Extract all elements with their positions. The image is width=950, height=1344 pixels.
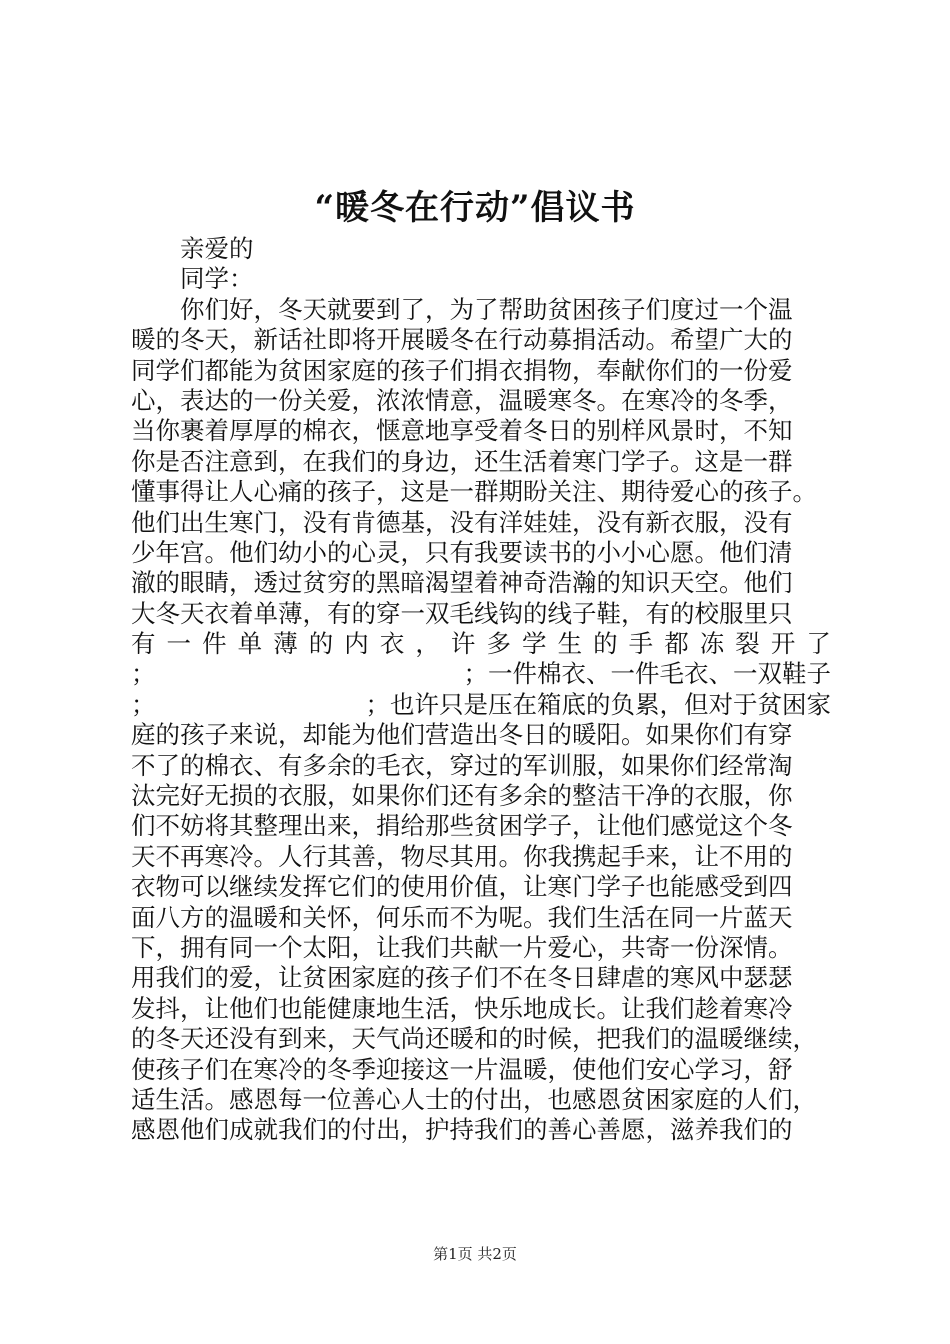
gap-line-1-right: ；一件棉衣、一件毛衣、一双鞋子 xyxy=(463,659,831,689)
spaced-char: 单 xyxy=(237,629,263,659)
paragraph-line: 下，拥有同一个太阳，让我们共献一片爱心，共寄一份深情。 xyxy=(131,932,793,962)
spaced-char: 薄 xyxy=(273,629,298,659)
paragraph-line: 发抖，让他们也能健康地生活，快乐地成长。让我们趁着寒冷 xyxy=(131,993,793,1023)
paragraph-line: 适生活。感恩每一位善心人士的付出，也感恩贫困家庭的人们， xyxy=(131,1084,817,1114)
paragraph-line: 澈的眼睛，透过贫穷的黑暗渴望着神奇浩瀚的知识天空。他们 xyxy=(131,568,793,598)
paragraph-line: 感恩他们成就我们的付出，护持我们的善心善愿，滋养我们的 xyxy=(131,1115,793,1145)
greeting-line-2: 同学： xyxy=(180,264,254,294)
paragraph-line: 不了的棉衣、有多余的毛衣，穿过的军训服，如果你们经常淘 xyxy=(131,750,793,780)
paragraph-line: 懂事得让人心痛的孩子，这是一群期盼关注、期待爱心的孩子。 xyxy=(131,477,817,507)
spaced-char: 的 xyxy=(593,629,618,659)
spaced-char: 有 xyxy=(131,629,156,659)
spaced-paragraph-line xyxy=(131,629,831,659)
paragraph-line: 使孩子们在寒冷的冬季迎接这一片温暖，使他们安心学习，舒 xyxy=(131,1054,793,1084)
paragraph-line: 衣物可以继续发挥它们的使用价值，让寒门学子也能感受到四 xyxy=(131,872,793,902)
spaced-char: 手 xyxy=(628,629,654,659)
spaced-char: 学 xyxy=(522,629,547,659)
page-footer: 第1页 共2页 xyxy=(433,1245,517,1263)
paragraph-line: 天不再寒冷。人行其善，物尽其用。你我携起手来，让不用的 xyxy=(131,841,793,871)
gap-line-2-right: ；也许只是压在箱底的负累，但对于贫困家 xyxy=(365,689,831,719)
paragraph-line: 面八方的温暖和关怀，何乐而不为呢。我们生活在同一片蓝天 xyxy=(131,902,793,932)
paragraph-line: 少年宫。他们幼小的心灵，只有我要读书的小小心愿。他们清 xyxy=(131,537,793,567)
spaced-char: 裂 xyxy=(735,629,760,659)
spaced-char: 冻 xyxy=(699,629,725,659)
paragraph-line: 的冬天还没有到来，天气尚还暖和的时候，把我们的温暖继续， xyxy=(131,1024,817,1054)
spaced-char: 许 xyxy=(450,629,476,659)
spaced-char: 多 xyxy=(486,629,511,659)
gap-line-2 xyxy=(131,690,831,720)
paragraph-line: 你是否注意到，在我们的身边，还生活着寒门学子。这是一群 xyxy=(131,446,793,476)
paragraph-line: 大冬天衣着单薄，有的穿一双毛线钩的线子鞋，有的校服里只 xyxy=(131,598,793,628)
greeting-line-1: 亲爱的 xyxy=(180,234,254,263)
document-title: “暖冬在行动”倡议书 xyxy=(314,188,636,228)
paragraph-line: 你们好，冬天就要到了，为了帮助贫困孩子们度过一个温 xyxy=(180,294,793,324)
spaced-char: 内 xyxy=(344,629,369,659)
document-body xyxy=(131,234,831,1146)
spaced-char: ， xyxy=(415,629,440,659)
paragraph-line: 同学们都能为贫困家庭的孩子们捐衣捐物，奉献你们的一份爱 xyxy=(131,355,793,385)
gap-line-2-left: ； xyxy=(131,689,156,719)
gap-line-1-left: ； xyxy=(131,659,156,689)
spaced-char: 都 xyxy=(664,629,689,659)
gap-line-1 xyxy=(131,659,831,689)
spaced-char: 生 xyxy=(557,629,583,659)
paragraph-line: 暖的冬天，新话社即将开展暖冬在行动募捐活动。希望广大的 xyxy=(131,325,793,355)
paragraph-line: 心，表达的一份关爱，浓浓情意，温暖寒冬。在寒冷的冬季， xyxy=(131,385,793,415)
paragraph-line: 用我们的爱，让贫困家庭的孩子们不在冬日肆虐的寒风中瑟瑟 xyxy=(131,963,793,993)
paragraph-line: 汰完好无损的衣服，如果你们还有多余的整洁干净的衣服，你 xyxy=(131,781,793,811)
paragraph-line: 当你裹着厚厚的棉衣，惬意地享受着冬日的别样风景时，不知 xyxy=(131,416,793,446)
spaced-char: 开 xyxy=(770,629,796,659)
paragraph-line: 他们出生寒门，没有肯德基，没有洋娃娃，没有新衣服，没有 xyxy=(131,507,793,537)
spaced-char: 的 xyxy=(308,629,334,659)
spaced-char: 了 xyxy=(806,629,831,659)
paragraph-line: 们不妨将其整理出来，捐给那些贫困学子，让他们感觉这个冬 xyxy=(131,811,793,841)
spaced-char: 件 xyxy=(202,629,227,659)
spaced-char: 一 xyxy=(166,629,192,659)
paragraph-line: 庭的孩子来说，却能为他们营造出冬日的暖阳。如果你们有穿 xyxy=(131,720,793,750)
spaced-char: 衣 xyxy=(379,629,405,659)
